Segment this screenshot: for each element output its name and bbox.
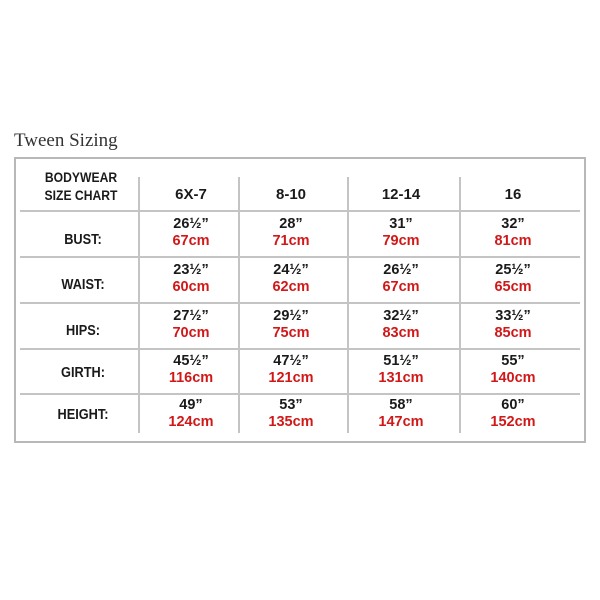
size-cell — [458, 397, 568, 431]
inch-value: 28” — [279, 216, 303, 232]
size-cell — [346, 397, 456, 431]
inch-value: 55” — [501, 353, 525, 369]
cm-value: 71cm — [272, 233, 310, 249]
inch-value: 53” — [279, 397, 303, 413]
row-label-hips: HIPS: — [65, 323, 101, 339]
size-cell — [236, 308, 346, 342]
cm-value: 124cm — [168, 414, 214, 430]
row-label-girth: GIRTH: — [61, 365, 105, 381]
size-cell — [458, 308, 568, 342]
inch-value: 58” — [389, 397, 413, 413]
size-cell — [346, 353, 456, 387]
cm-value: 65cm — [494, 279, 532, 295]
cm-value: 60cm — [172, 279, 210, 295]
cm-value: 83cm — [382, 325, 420, 341]
row-divider — [20, 393, 580, 395]
cm-value: 67cm — [172, 233, 210, 249]
column-header-size: 6X-7 — [175, 186, 207, 203]
size-chart-table — [14, 157, 586, 443]
cm-value: 67cm — [382, 279, 420, 295]
inch-value: 27½” — [173, 308, 209, 324]
inch-value: 51½” — [383, 353, 419, 369]
chart-header-line1: BODYWEAR — [44, 170, 118, 185]
chart-header-label — [32, 169, 131, 205]
inch-value: 60” — [501, 397, 525, 413]
size-cell — [236, 397, 346, 431]
column-header-size: 16 — [504, 186, 522, 203]
inch-value: 29½” — [273, 308, 309, 324]
inch-value: 33½” — [495, 308, 531, 324]
cm-value: 135cm — [268, 414, 314, 430]
size-cell — [346, 308, 456, 342]
column-header-size: 12-14 — [381, 186, 421, 203]
size-cell — [136, 262, 246, 296]
cm-value: 140cm — [490, 370, 536, 386]
size-cell — [458, 216, 568, 250]
row-divider — [20, 256, 580, 258]
inch-value: 26½” — [173, 216, 209, 232]
inch-value: 31” — [389, 216, 413, 232]
cm-value: 75cm — [272, 325, 310, 341]
row-divider — [20, 348, 580, 350]
size-cell — [136, 308, 246, 342]
inch-value: 32½” — [383, 308, 419, 324]
size-cell — [346, 216, 456, 250]
size-cell — [236, 262, 346, 296]
row-divider — [20, 302, 580, 304]
column-header-size: 8-10 — [275, 186, 307, 203]
inch-value: 49” — [179, 397, 203, 413]
size-cell — [236, 216, 346, 250]
cm-value: 79cm — [382, 233, 420, 249]
inch-value: 23½” — [173, 262, 209, 278]
cm-value: 147cm — [378, 414, 424, 430]
size-cell — [236, 353, 346, 387]
inch-value: 47½” — [273, 353, 309, 369]
cm-value: 116cm — [168, 370, 214, 386]
inch-value: 32” — [501, 216, 525, 232]
size-cell — [136, 353, 246, 387]
size-cell — [136, 397, 246, 431]
cm-value: 121cm — [268, 370, 314, 386]
inch-value: 26½” — [383, 262, 419, 278]
inch-value: 25½” — [495, 262, 531, 278]
row-divider — [20, 210, 580, 212]
inch-value: 45½” — [173, 353, 209, 369]
inch-value: 24½” — [273, 262, 309, 278]
size-cell — [458, 353, 568, 387]
cm-value: 62cm — [272, 279, 310, 295]
row-label-waist: WAIST: — [61, 277, 105, 293]
cm-value: 81cm — [494, 233, 532, 249]
cm-value: 70cm — [172, 325, 210, 341]
size-cell — [346, 262, 456, 296]
cm-value: 85cm — [494, 325, 532, 341]
chart-header-line2: SIZE CHART — [44, 188, 118, 203]
size-cell — [136, 216, 246, 250]
size-cell — [458, 262, 568, 296]
row-label-bust: BUST: — [64, 232, 102, 248]
cm-value: 152cm — [490, 414, 536, 430]
cm-value: 131cm — [378, 370, 424, 386]
row-label-height: HEIGHT: — [57, 407, 109, 423]
page-title: Tween Sizing — [14, 130, 118, 151]
